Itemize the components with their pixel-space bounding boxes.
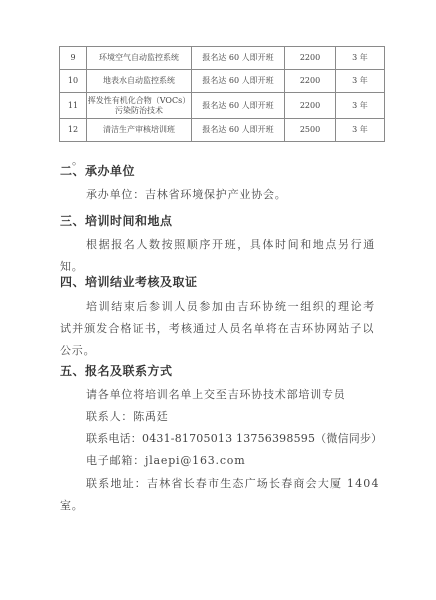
assessment-line-3: 公示。 [60, 344, 96, 357]
section-heading-time-place: 三、培训时间和地点 [60, 214, 173, 228]
course-name: 环境空气自动监控系统 [87, 47, 192, 70]
course-fee: 2500 [285, 119, 336, 142]
course-name [87, 93, 192, 119]
course-requirement: 报名达 60 人即开班 [192, 47, 285, 70]
section-heading-assessment: 四、培训结业考核及取证 [60, 275, 198, 289]
organizer-text: 承办单位：吉林省环境保护产业协会。 [86, 188, 287, 201]
course-name-line: 污染防治技术 [115, 105, 163, 115]
table-row [60, 93, 385, 119]
contact-address-line-2: 室。 [60, 499, 84, 512]
section-heading-contact: 五、报名及联系方式 [60, 364, 173, 378]
table-row [60, 47, 385, 70]
contact-email: 电子邮箱：jlaepi@163.com [86, 454, 246, 467]
course-duration: 3 年 [336, 47, 385, 70]
course-number: 12 [60, 119, 87, 142]
contact-person: 联系人：陈禹廷 [86, 410, 169, 423]
course-name: 清洁生产审核培训班 [87, 119, 192, 142]
assessment-line-1: 培训结束后参训人员参加由吉环协统一组织的理论考 [86, 300, 376, 313]
course-number: 10 [60, 70, 87, 93]
contact-phone: 联系电话：0431-81705013 13756398595（微信同步） [86, 432, 383, 445]
course-requirement: 报名达 60 人即开班 [192, 119, 285, 142]
table-row [60, 119, 385, 142]
assessment-line-2: 试并颁发合格证书，考核通过人员名单将在吉环协网站子以 [60, 322, 375, 335]
course-duration: 3 年 [336, 70, 385, 93]
contact-intro: 请各单位将培训名单上交至吉环协技术部培训专员 [86, 388, 346, 401]
course-number: 9 [60, 47, 87, 70]
course-requirement: 报名达 60 人即开班 [192, 70, 285, 93]
course-table-body [60, 47, 385, 142]
course-name: 地表水自动监控系统 [87, 70, 192, 93]
course-fee: 2200 [285, 70, 336, 93]
course-duration: 3 年 [336, 93, 385, 119]
contact-address-line-1: 联系地址：吉林省长春市生态广场长春商会大厦 1404 [86, 477, 380, 490]
course-duration: 3 年 [336, 119, 385, 142]
course-name-line: 挥发性有机化合物（VOCs） [87, 95, 191, 105]
section-heading-organizer: 二、承办单位 [60, 164, 136, 178]
course-fee: 2200 [285, 47, 336, 70]
table-row [60, 70, 385, 93]
table-end-mark: 。 [72, 154, 84, 167]
course-table [59, 46, 385, 142]
course-requirement: 报名达 60 人即开班 [192, 93, 285, 119]
time-place-line-1: 根据报名人数按照顺序开班，具体时间和地点另行通 [86, 238, 376, 251]
course-number: 11 [60, 93, 87, 119]
time-place-line-2: 知。 [60, 260, 84, 273]
course-fee: 2200 [285, 93, 336, 119]
